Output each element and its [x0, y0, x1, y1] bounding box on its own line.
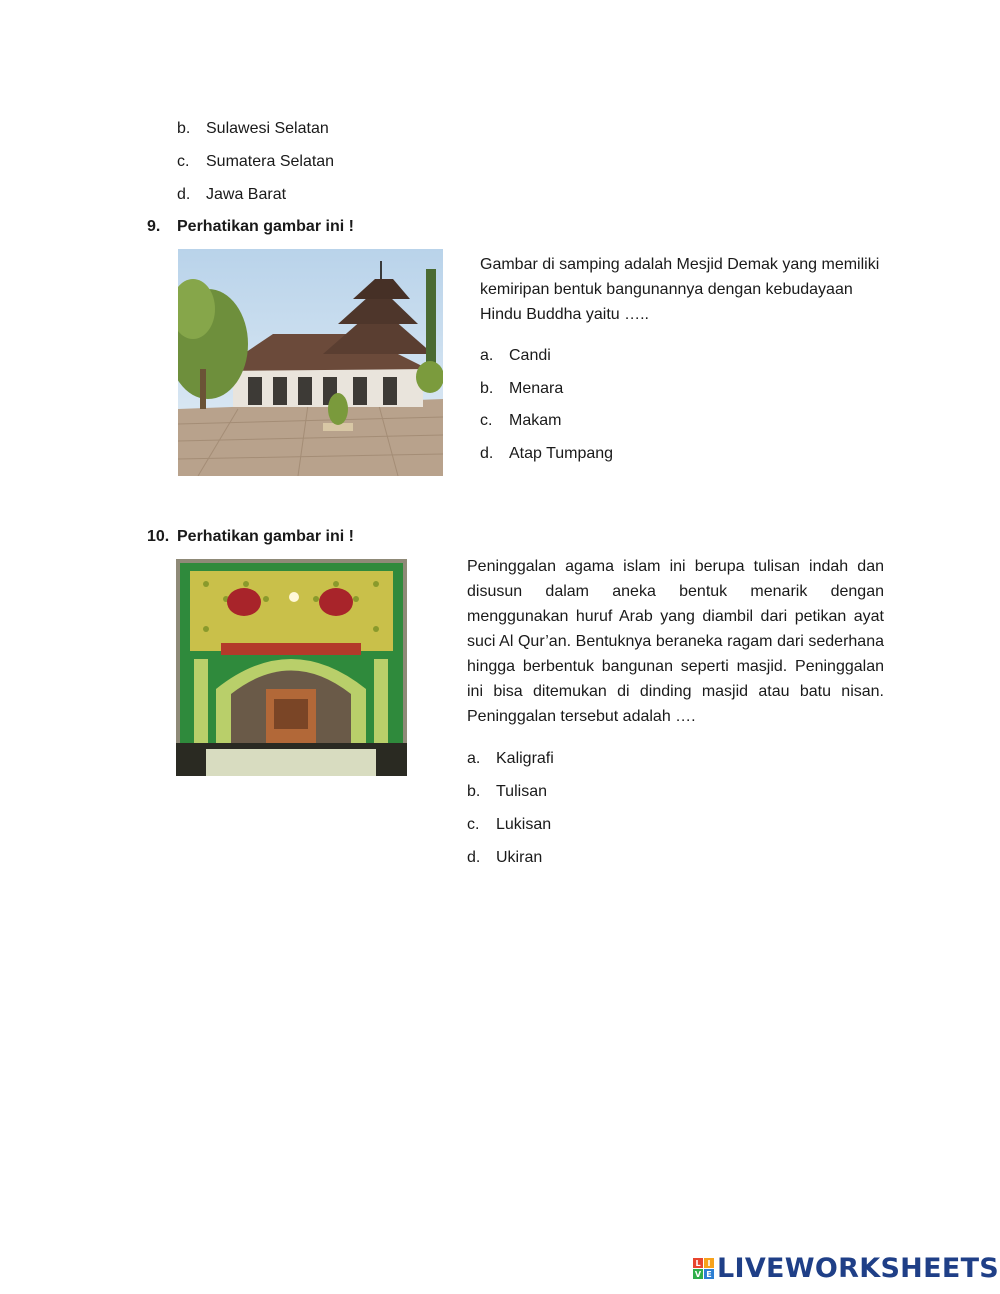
option-letter: b.	[467, 783, 481, 800]
option-text: Lukisan	[496, 816, 552, 833]
option-text: Sulawesi Selatan	[206, 120, 329, 137]
option-a-candi[interactable]	[480, 346, 551, 366]
option-letter: a.	[467, 750, 481, 767]
option-text: Menara	[509, 380, 564, 397]
option-b-prev[interactable]	[177, 119, 329, 139]
logo-letter: E	[704, 1269, 714, 1279]
kaligrafi-photo	[176, 559, 407, 776]
question-10-title: Perhatikan gambar ini !	[177, 528, 354, 545]
option-letter: a.	[480, 347, 494, 364]
option-text: Kaligrafi	[496, 750, 554, 767]
option-letter: d.	[467, 849, 481, 866]
option-text: Candi	[509, 347, 551, 364]
option-b-menara[interactable]	[480, 379, 563, 399]
option-letter: b.	[480, 380, 494, 397]
question-10-paragraph: Peninggalan agama islam ini berupa tulisan indah dan disusun dalam aneka bentuk menarik dengan menggunakan huruf Arab yang diambil dari petikan ayat suci Al Qur’an. Bentuknya beraneka ragam dari sederhana hingga berbentuk bangunan seperti masjid. Peninggalan ini bisa ditemukan di dinding masjid atau batu nisan. Peninggalan tersebut adalah ….	[467, 558, 884, 725]
option-letter: c.	[467, 816, 480, 833]
logo-text: LIVEWORKSHEETS	[717, 1253, 1000, 1284]
option-text: Ukiran	[496, 849, 543, 866]
option-b-tulisan[interactable]	[467, 782, 547, 802]
option-c-prev[interactable]	[177, 152, 334, 172]
question-9-number: 9.	[147, 218, 161, 235]
option-c-makam[interactable]	[480, 411, 561, 431]
option-d-atap-tumpang[interactable]	[480, 444, 613, 464]
question-10-number: 10.	[147, 528, 170, 545]
logo-letter: L	[693, 1258, 703, 1268]
option-letter: c.	[480, 412, 493, 429]
option-text: Atap Tumpang	[509, 445, 614, 462]
option-d-ukiran[interactable]	[467, 848, 542, 868]
option-c-lukisan[interactable]	[467, 815, 551, 835]
option-letter: d.	[480, 445, 494, 462]
option-letter: c.	[177, 153, 190, 170]
option-letter: d.	[177, 186, 191, 203]
logo-letter: I	[704, 1258, 714, 1268]
option-text: Makam	[509, 412, 562, 429]
option-text: Tulisan	[496, 783, 547, 800]
logo-letter: V	[694, 1269, 702, 1279]
option-text: Sumatera Selatan	[206, 153, 335, 170]
option-a-kaligrafi[interactable]	[467, 749, 554, 769]
liveworksheets-logo[interactable]	[693, 1253, 999, 1284]
question-9-title: Perhatikan gambar ini !	[177, 218, 354, 235]
option-letter: b.	[177, 120, 191, 137]
logo-icon	[693, 1258, 714, 1279]
option-d-prev[interactable]	[177, 185, 286, 205]
question-9-paragraph: Gambar di samping adalah Mesjid Demak yang memiliki kemiripan bentuk bangunannya dengan kebudayaan Hindu Buddha yaitu …..	[480, 256, 880, 323]
mesjid-demak-photo	[178, 249, 443, 476]
option-text: Jawa Barat	[206, 186, 287, 203]
